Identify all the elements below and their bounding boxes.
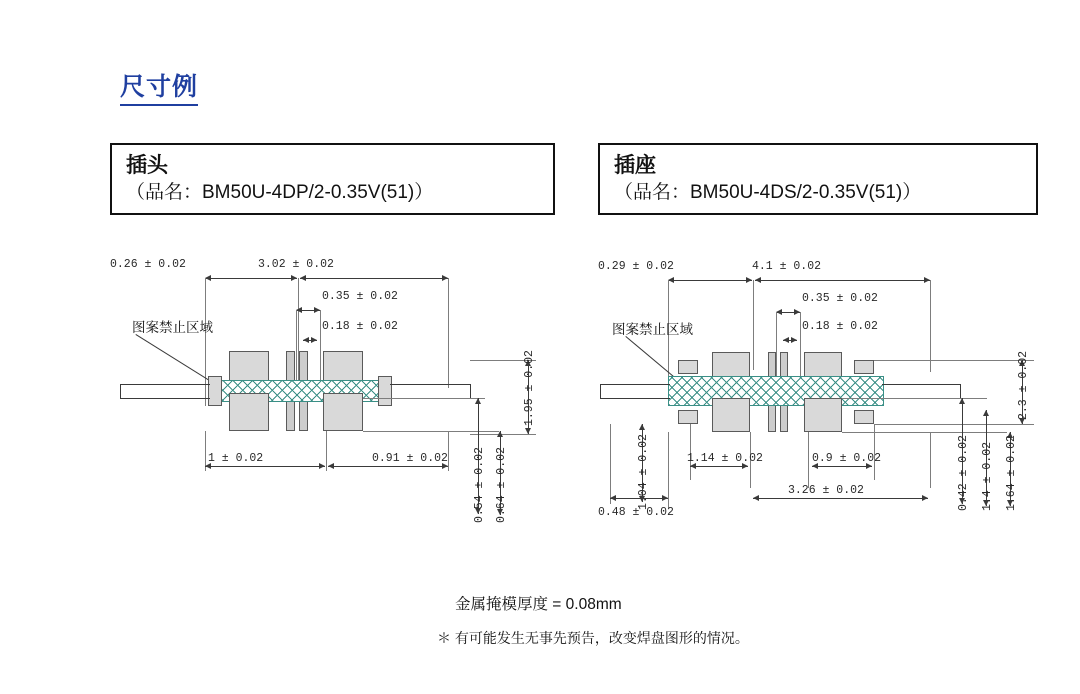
recep-dim-height-164: 1.64 ± 0.02 — [1005, 435, 1018, 511]
recep-dimline-width-top — [755, 280, 930, 281]
recep-extline-15 — [842, 398, 987, 399]
recep-pad-corner-tr — [854, 360, 874, 374]
recep-extline-6 — [610, 424, 611, 504]
recep-arrow-326-a — [753, 495, 759, 501]
plug-dim-right-bottom: 0.91 ± 0.02 — [372, 452, 448, 465]
plug-dim-height-064: 0.64 ± 0.02 — [495, 447, 508, 523]
recep-extline-10 — [808, 432, 809, 488]
recep-pad-corner-br — [854, 410, 874, 424]
receptacle-title-box — [598, 143, 1038, 215]
plug-rail-right-end — [470, 384, 471, 398]
recep-arrow-042-a — [959, 398, 965, 404]
recep-arrow-14-a — [983, 410, 989, 416]
receptacle-region-label: 图案禁止区域 — [612, 322, 693, 337]
plug-arrow-018-b — [311, 337, 317, 343]
plug-region-label: 图案禁止区域 — [132, 320, 213, 335]
plug-rail-left-end — [120, 384, 121, 398]
plug-dim-height-054: 0.54 ± 0.02 — [473, 447, 486, 523]
recep-extline-2 — [753, 280, 754, 370]
plug-pad-bottom-right — [323, 393, 363, 431]
plug-arrow-054-a — [475, 398, 481, 404]
recep-arrow-326-b — [922, 495, 928, 501]
recep-extline-16 — [842, 432, 1007, 433]
recep-arrow-048-a — [610, 495, 616, 501]
recep-dimline-09 — [812, 466, 872, 467]
plug-extline-1 — [205, 278, 206, 406]
plug-arrow-width-top-a — [300, 275, 306, 281]
recep-pad-bottom-right — [804, 398, 842, 432]
recep-rail-left-top — [600, 384, 670, 385]
note-disclaimer: ＊ 有可能发生无事先预告，改变焊盘图形的情况。 — [437, 630, 749, 646]
plug-dimline-width-top — [300, 278, 448, 279]
plug-tab-left — [208, 376, 222, 406]
plug-extline-5 — [320, 310, 321, 390]
recep-dim-height-14: 1.4 ± 0.02 — [981, 441, 994, 511]
recep-dim-height-23: 2.3 ± 0.02 — [1017, 350, 1030, 420]
recep-pad-corner-bl — [678, 410, 698, 424]
recep-arrow-104-a — [639, 424, 645, 430]
recep-extline-13 — [874, 360, 1034, 361]
plug-dim-pitch-018: 0.18 ± 0.02 — [322, 320, 398, 333]
recep-dim-width-top: 4.1 ± 0.02 — [752, 260, 822, 273]
recep-dim-pitch-018: 0.18 ± 0.02 — [802, 320, 878, 333]
recep-pad-bottom-left — [712, 398, 750, 432]
plug-arrow-left-top-b — [291, 275, 297, 281]
recep-extline-12 — [930, 432, 931, 488]
recep-arrow-wt-a — [755, 277, 761, 283]
receptacle-footprint-drawing — [590, 248, 1060, 558]
recep-dim-height-042: 0.42 ± 0.02 — [957, 435, 970, 511]
receptacle-part-number: （品名：BM50U-4DS/2-0.35V(51)） — [614, 182, 922, 204]
plug-arrow-lb-b — [319, 463, 325, 469]
plug-part-number: （品名：BM50U-4DP/2-0.35V(51)） — [126, 182, 434, 204]
plug-tab-right — [378, 376, 392, 406]
recep-dimline-left-top — [668, 280, 752, 281]
plug-extline-10 — [470, 434, 536, 435]
recep-arrow-018-b — [791, 337, 797, 343]
recep-dim-right-09: 0.9 ± 0.02 — [812, 452, 882, 465]
plug-extline-8 — [448, 431, 449, 471]
receptacle-heading: 插座 — [614, 154, 656, 177]
recep-dim-left-104: 1.04 ± 0.02 — [637, 434, 650, 510]
recep-dim-pitch-035: 0.35 ± 0.02 — [802, 292, 878, 305]
recep-arrow-lt-b — [746, 277, 752, 283]
recep-dim-mid-326: 3.26 ± 0.02 — [788, 484, 864, 497]
plug-dim-height-195: 1.95 ± 0.02 — [523, 350, 536, 426]
recep-dim-left-top: 0.29 ± 0.02 — [598, 260, 674, 273]
plug-dimline-left-top — [205, 278, 297, 279]
plug-title-box — [110, 143, 555, 215]
recep-extline-3 — [930, 280, 931, 372]
plug-arrow-rb-a — [328, 463, 334, 469]
recep-arrow-048-b — [662, 495, 668, 501]
plug-dim-left-top: 0.26 ± 0.02 — [110, 258, 186, 271]
recep-rail-left-end — [600, 384, 601, 398]
page-title: 尺寸例 — [120, 74, 198, 106]
recep-dim-mid-114: 1.14 ± 0.02 — [687, 452, 763, 465]
plug-heading: 插头 — [126, 154, 168, 177]
plug-footprint-drawing — [100, 248, 560, 548]
plug-extline-4 — [296, 310, 297, 390]
recep-dimline-114 — [690, 466, 748, 467]
plug-rail-left-bottom — [120, 398, 210, 399]
plug-extline-3 — [448, 278, 449, 388]
recep-arrow-018-a — [783, 337, 789, 343]
plug-dim-pitch-035: 0.35 ± 0.02 — [322, 290, 398, 303]
note-mask-thickness: 金属掩模厚度 = 0.08mm — [455, 596, 622, 613]
plug-extline-7 — [326, 431, 327, 471]
plug-rail-right-top — [390, 384, 470, 385]
recep-rail-right-top — [882, 384, 960, 385]
recep-rail-right-end — [960, 384, 961, 398]
recep-dim-left-048: 0.48 ± 0.02 — [598, 506, 674, 519]
plug-dimline-left-bottom — [205, 466, 325, 467]
recep-extline-7 — [668, 432, 669, 508]
plug-arrow-018-a — [303, 337, 309, 343]
recep-rail-left-bottom — [600, 398, 670, 399]
recep-extline-14 — [874, 424, 1034, 425]
plug-dim-left-bottom: 1 ± 0.02 — [208, 452, 264, 465]
recep-pad-corner-tl — [678, 360, 698, 374]
plug-pad-bottom-left — [229, 393, 269, 431]
plug-dimline-right-bottom — [328, 466, 448, 467]
plug-dim-width-top: 3.02 ± 0.02 — [258, 258, 334, 271]
plug-arrow-064-a — [497, 431, 503, 437]
plug-extline-11 — [363, 398, 485, 399]
plug-arrow-195-b — [525, 428, 531, 434]
plug-rail-left-top — [120, 384, 210, 385]
recep-dimline-326 — [753, 498, 928, 499]
receptacle-hatch-region — [668, 376, 884, 406]
